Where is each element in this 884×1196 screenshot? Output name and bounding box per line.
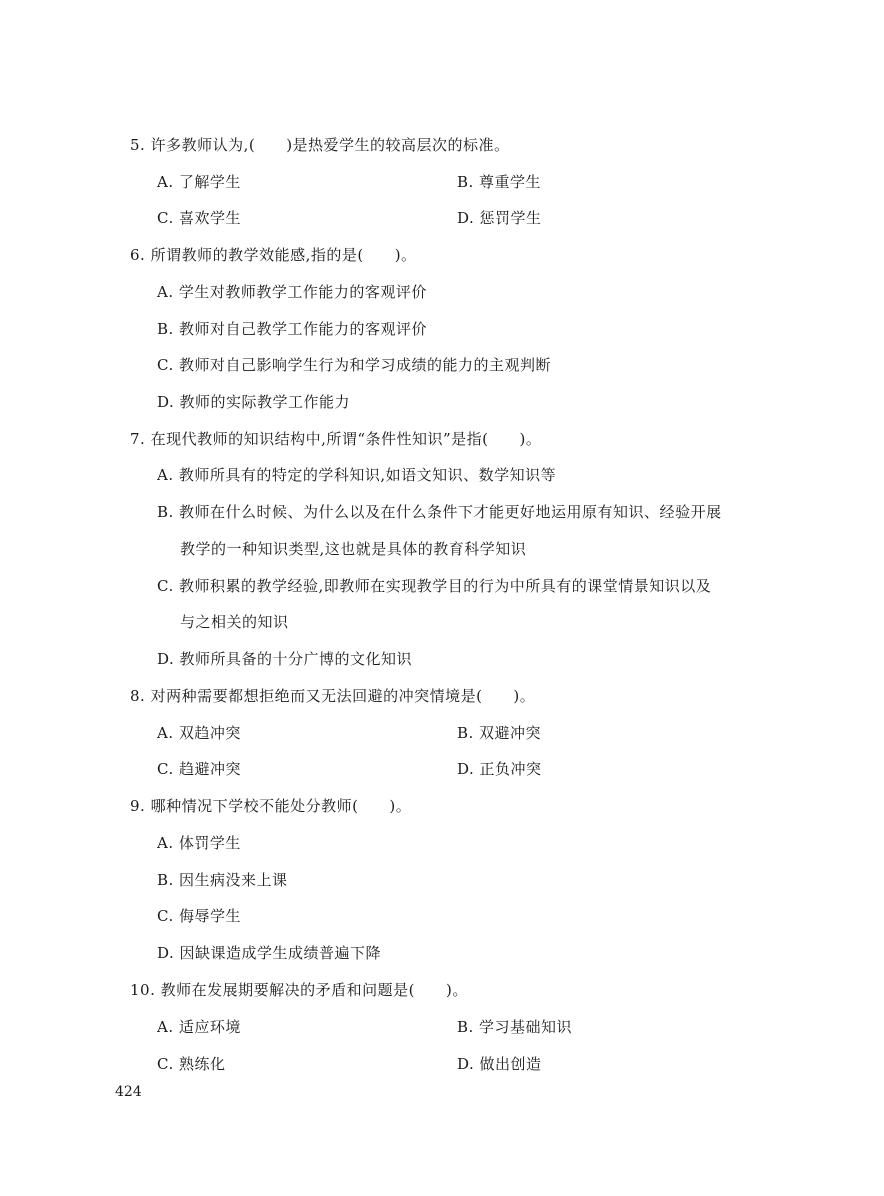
question-10-option-d: D. 做出创造 xyxy=(457,1055,542,1073)
question-7-option-a: A. 教师所具有的特定的学科知识,如语文知识、数学知识等 xyxy=(157,466,557,484)
question-8-option-a: A. 双趋冲突 xyxy=(157,724,241,742)
question-5-option-c: C. 喜欢学生 xyxy=(157,209,241,227)
question-9-option-b: B. 因生病没来上课 xyxy=(157,871,288,889)
question-6-option-b: B. 教师对自己教学工作能力的客观评价 xyxy=(157,320,428,338)
question-7-option-c: C. 教师积累的教学经验,即教师在实现教学目的行为中所具有的课堂情景知识以及 xyxy=(157,577,712,595)
page-number: 424 xyxy=(115,1084,142,1100)
question-6-option-c: C. 教师对自己影响学生行为和学习成绩的能力的主观判断 xyxy=(157,356,551,374)
question-5-stem: 5. 许多教师认为,( )是热爱学生的较高层次的标准。 xyxy=(130,136,510,154)
question-10-option-a: A. 适应环境 xyxy=(157,1018,241,1036)
question-5-option-d: D. 惩罚学生 xyxy=(457,209,542,227)
question-8-option-d: D. 正负冲突 xyxy=(457,760,542,778)
question-5-option-b: B. 尊重学生 xyxy=(457,173,542,191)
question-6-stem: 6. 所谓教师的教学效能感,指的是( )。 xyxy=(130,246,417,264)
question-7-stem: 7. 在现代教师的知识结构中,所谓“条件性知识”是指( )。 xyxy=(130,430,542,448)
question-9-option-a: A. 体罚学生 xyxy=(157,834,241,852)
question-8-option-b: B. 双避冲突 xyxy=(457,724,542,742)
question-10-option-c: C. 熟练化 xyxy=(157,1055,226,1073)
question-10-option-b: B. 学习基础知识 xyxy=(457,1018,573,1036)
question-6-option-a: A. 学生对教师教学工作能力的客观评价 xyxy=(157,283,427,301)
question-5-option-a: A. 了解学生 xyxy=(157,173,241,191)
question-10-stem: 10. 教师在发展期要解决的矛盾和问题是( )。 xyxy=(130,981,468,999)
question-6-option-d: D. 教师的实际教学工作能力 xyxy=(157,393,351,411)
question-9-option-c: C. 侮辱学生 xyxy=(157,907,241,925)
question-9-option-d: D. 因缺课造成学生成绩普遍下降 xyxy=(157,944,382,962)
question-7-option-b-cont: 教学的一种知识类型,这也就是具体的教育科学知识 xyxy=(180,540,527,558)
question-7-option-c-cont: 与之相关的知识 xyxy=(180,613,289,631)
question-9-stem: 9. 哪种情况下学校不能处分教师( )。 xyxy=(130,797,412,815)
question-8-stem: 8. 对两种需要都想拒绝而又无法回避的冲突情境是( )。 xyxy=(130,687,536,705)
question-7-option-d: D. 教师所具备的十分广博的文化知识 xyxy=(157,650,413,668)
question-8-option-c: C. 趋避冲突 xyxy=(157,760,241,778)
question-7-option-b: B. 教师在什么时候、为什么以及在什么条件下才能更好地运用原有知识、经验开展 xyxy=(157,503,722,521)
